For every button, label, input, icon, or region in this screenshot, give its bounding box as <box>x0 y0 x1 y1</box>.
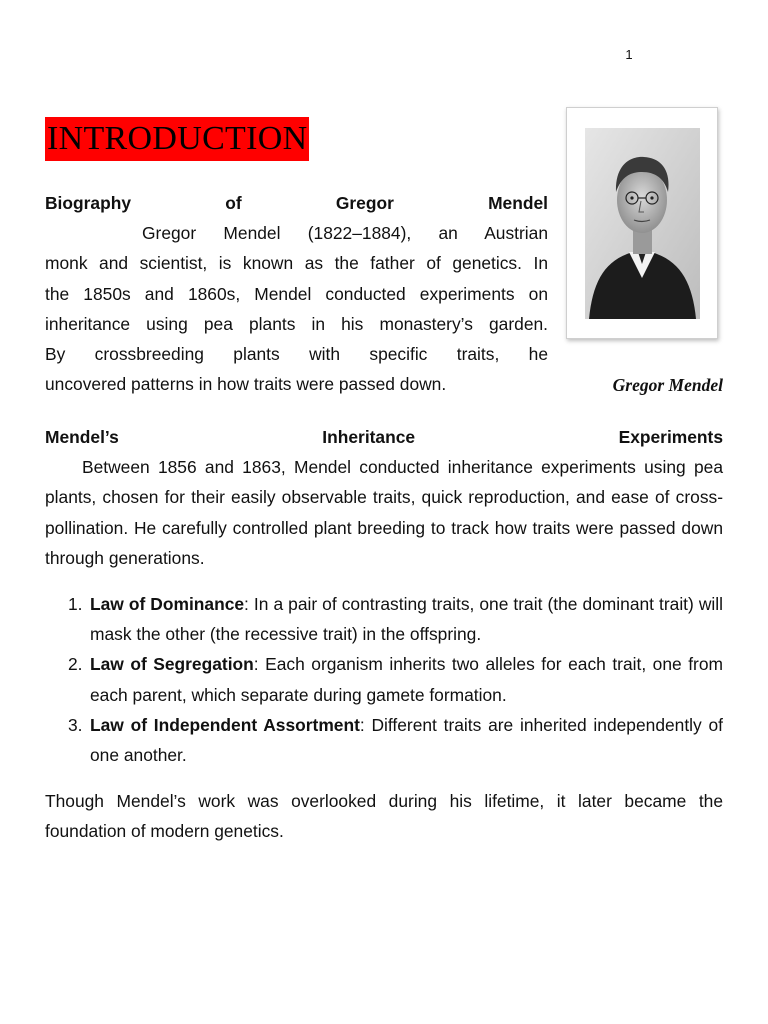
law-title: Law of Independent Assortment <box>90 714 360 735</box>
law-text: : Each organism inherits two alleles for each trait, one from each parent, which separate during gamete formation. <box>90 654 723 705</box>
list-number: 1. <box>68 594 83 614</box>
law-title: Law of Segregation <box>90 654 254 675</box>
law-text: : Different traits are inherited independently of one another. <box>90 714 723 766</box>
closing-paragraph: Though Mendel’s work was overlooked during his lifetime, it later became the foundation of modern genetics. <box>45 791 723 842</box>
list-item <box>45 649 723 709</box>
heading-word: Inheritance <box>322 427 416 447</box>
portrait-frame <box>566 107 718 339</box>
portrait-photo <box>585 128 700 319</box>
biography-line: By crossbreeding plants with specific traits, he <box>45 344 548 365</box>
biography-line: Gregor Mendel (1822–1884), an Austrian <box>142 223 548 244</box>
experiments-heading <box>45 422 723 452</box>
biography-line: inheritance using pea plants in his monastery’s garden. <box>45 313 548 334</box>
biography-section <box>45 188 548 399</box>
heading-word: of <box>225 193 242 213</box>
page-title: INTRODUCTION <box>45 117 309 161</box>
law-text: : In a pair of contrasting traits, one trait (the dominant trait) will mask the other (the recessive trait) in the offspring. <box>90 594 723 645</box>
list-number: 3. <box>68 714 83 735</box>
biography-line: the 1850s and 1860s, Mendel conducted experiments on <box>45 283 548 304</box>
laws-list <box>45 589 723 770</box>
heading-word: Mendel’s <box>45 427 119 447</box>
list-number: 2. <box>68 654 83 675</box>
experiments-paragraph: Between 1856 and 1863, Mendel conducted inheritance experiments using pea plants, chosen for their easily observable traits, quick reproduction, and ease of cross-pollination. He carefully controlled plant breeding to track how traits were passed down through generations. <box>45 457 723 568</box>
biography-line: monk and scientist, is known as the father of genetics. In <box>45 253 548 274</box>
biography-line: uncovered patterns in how traits were passed down. <box>45 374 447 395</box>
list-item <box>45 589 723 649</box>
page-number: 1 <box>625 47 633 62</box>
heading-word: Experiments <box>618 427 723 447</box>
portrait-caption: Gregor Mendel <box>612 375 723 395</box>
biography-heading <box>45 188 548 218</box>
heading-word: Mendel <box>488 193 548 213</box>
list-item <box>45 710 723 770</box>
heading-word: Gregor <box>335 193 394 213</box>
experiments-section <box>45 422 723 573</box>
heading-word: Biography <box>45 193 131 213</box>
portrait-illustration <box>585 128 700 319</box>
law-title: Law of Dominance <box>90 594 245 614</box>
